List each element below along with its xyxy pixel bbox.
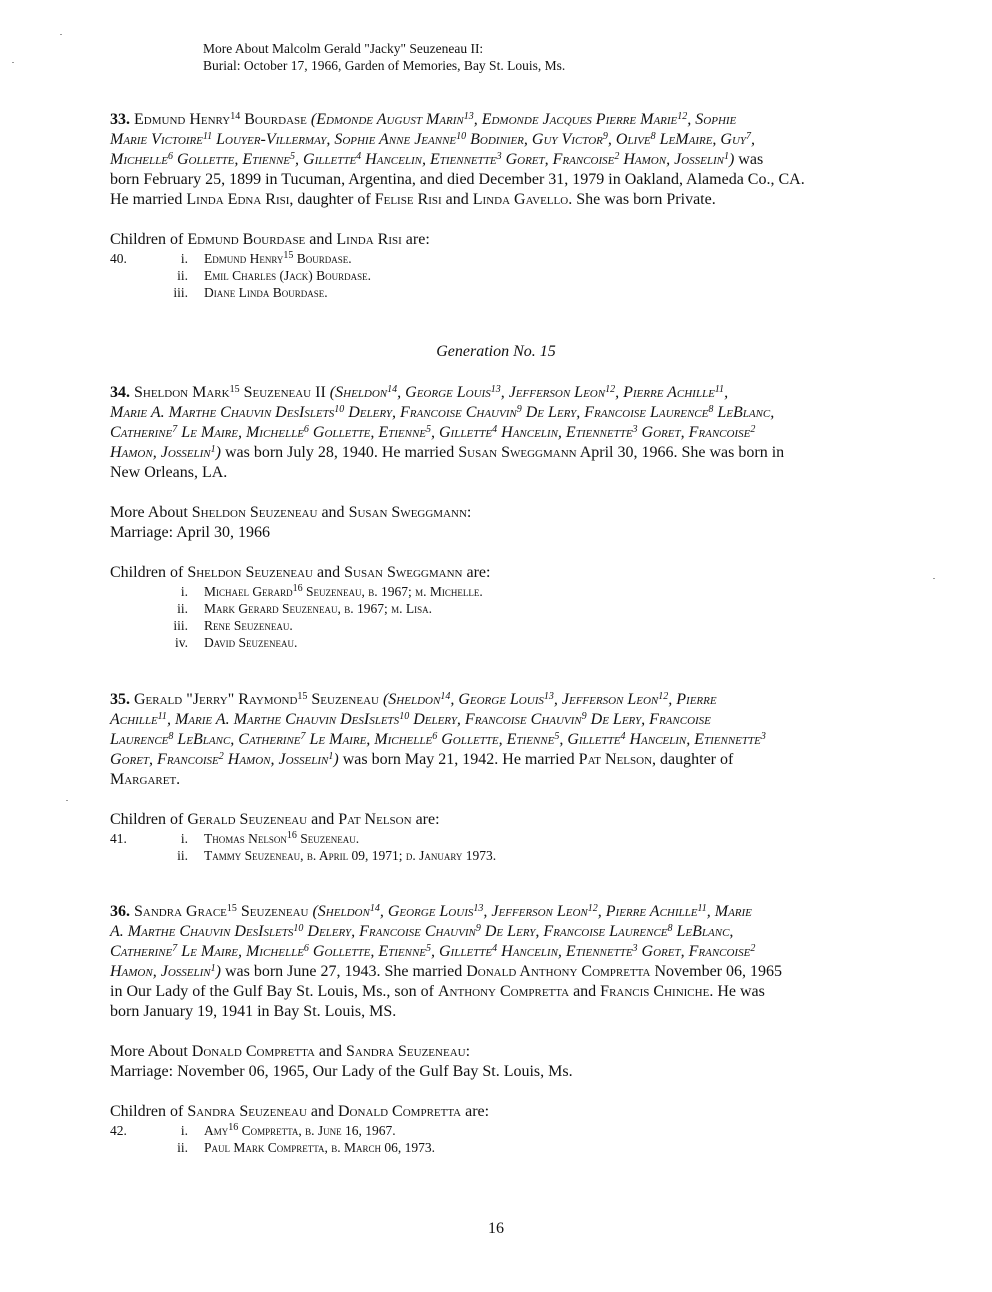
scan-speck xyxy=(933,578,935,579)
top-note xyxy=(203,40,963,74)
list-item: iv. David Seuzeneau. xyxy=(175,635,298,650)
children-list xyxy=(110,1122,870,1156)
children-heading: Children of Sheldon Seuzeneau and Susan Sweggmann are: xyxy=(110,564,491,581)
list-item: 41. i. Thomas Nelson$^{16}$ Seuzeneau. xyxy=(110,830,360,846)
list-item: 42. i. Amy$^{16}$ Compretta, b. June 16, 1967. xyxy=(110,1122,396,1138)
children-heading: Children of Sandra Seuzeneau and Donald Compretta are: xyxy=(110,1103,490,1120)
entry-number: 33. xyxy=(110,111,130,128)
more-about-heading: More About Sheldon Seuzeneau and Susan Sweggmann: xyxy=(110,504,472,521)
list-item: ii. Mark Gerard Seuzeneau, b. 1967; m. Lisa. xyxy=(177,601,433,616)
more-about-heading: More About Donald Compretta and Sandra Seuzeneau: xyxy=(110,1043,471,1060)
entry-34-text: 34. Sheldon Mark$^{15}$ Seuzeneau II (Sheldon$^{14}$, George Louis$^{13}$, Jefferson Leon$^{12}$, Pierre Achille$^{11}$, Marie A. Marthe Chauvin DesIslets$^{10}$ Delery, Francoise Chauvin$^9$ De Lery, Francoise Laurence$^8$ LeBlanc, Catherine$^7$ Le Maire, Michelle$^6$ Gollette, Etienne$^5$, Gillette$^4$ Hancelin, Etiennette$^3$ Goret, Francoise$^2$ Hamon, Josselin$^1$) was born July 28, 1940. He married Susan Sweggmann April 30, 1966. She was born in New Orleans, LA. xyxy=(110,384,785,481)
generation-sup: 14 xyxy=(230,111,241,122)
list-item: iii. Diane Linda Bourdase. xyxy=(173,285,328,300)
more-about-heading: More About Malcolm Gerald "Jacky" Seuzeneau II: xyxy=(203,41,484,56)
entry-35 xyxy=(110,690,870,864)
list-item: iii. Rene Seuzeneau. xyxy=(173,618,293,633)
children-list xyxy=(110,583,870,651)
person-name: Edmund Henry xyxy=(134,111,231,128)
list-item: ii. Paul Mark Compretta, b. March 06, 1973. xyxy=(177,1140,436,1155)
list-item: i. Michael Gerard$^{16}$ Seuzeneau, b. 1967; m. Michelle. xyxy=(180,583,483,599)
person-surname: Bourdase xyxy=(244,111,307,128)
entry-34 xyxy=(110,383,870,651)
ancestry: (Edmonde August Marin$^{13}$, Edmonde Jacques Pierre Marie$^{12}$, Sophie Marie Victoire$^{11}$ Louyer-Villermay, Sophie Anne Jeanne$^{10}$ Bodinier, Guy Victor$^9$, Olive$^8$ LeMaire, Guy$^7$, Michelle$^6$ Gollette, Etienne$^5$, Gillette$^4$ Hancelin, Etiennette$^3$ Goret, Francoise$^2$ Hamon, Josselin$^1$) xyxy=(110,111,756,168)
birth-death-line: born February 25, 1899 in Tucuman, Argentina, and died December 31, 1979 in Oakland, Alameda Co., CA. xyxy=(110,171,805,188)
children-heading: Children of Edmund Bourdase and Linda Risi are: xyxy=(110,231,430,248)
scan-speck xyxy=(12,62,14,63)
list-item: ii. Tammy Seuzeneau, b. April 09, 1971; d. January 1973. xyxy=(177,848,497,863)
burial-line: Burial: October 17, 1966, Garden of Memories, Bay St. Louis, Ms. xyxy=(203,58,566,73)
spouse-name: Linda Edna Risi xyxy=(186,191,290,208)
marriage-line: Marriage: April 30, 1966 xyxy=(110,524,270,541)
entry-33-text: 33. Edmund Henry$^{14}$ Bourdase (Edmonde August Marin$^{13}$, Edmonde Jacques Pierre Marie$^{12}$, Sophie Marie Victoire$^{11}$ Louyer-Villermay, Sophie Anne Jeanne$^{10}$ Bodinier, Guy Victor$^9$, Olive$^8$ LeMaire, Guy$^7$, Michelle$^6$ Gollette, Etienne$^5$, Gillette$^4$ Hancelin, Etiennette$^3$ Goret, Francoise$^2$ Hamon, Josselin$^1$) was born February 25, 1899 in Tucuman, Argentina, and died December 31, 1979 in Oakland, Alameda Co., CA. He married Linda Edna Risi, daughter of Felise Risi and Linda Gavello. She was born Private. xyxy=(110,111,805,208)
children-list xyxy=(110,830,870,864)
entry-36-text: 36. Sandra Grace$^{15}$ Seuzeneau (Sheldon$^{14}$, George Louis$^{13}$, Jefferson Leon$^{12}$, Pierre Achille$^{11}$, Marie A. Marthe Chauvin DesIslets$^{10}$ Delery, Francoise Chauvin$^9$ De Lery, Francoise Laurence$^8$ LeBlanc, Catherine$^7$ Le Maire, Michelle$^6$ Gollette, Etienne$^5$, Gillette$^4$ Hancelin, Etiennette$^3$ Goret, Francoise$^2$ Hamon, Josselin$^1$) was born June 27, 1943. She married Donald Anthony Compretta November 06, 1965 in Our Lady of the Gulf Bay St. Louis, Ms., son of Anthony Compretta and Francis Chiniche. He was born January 19, 1941 in Bay St. Louis, MS. xyxy=(110,903,782,1020)
entry-35-text: 35. Gerald "Jerry" Raymond$^{15}$ Seuzeneau (Sheldon$^{14}$, George Louis$^{13}$, Jefferson Leon$^{12}$, Pierre Achille$^{11}$, Marie A. Marthe Chauvin DesIslets$^{10}$ Delery, Francoise Chauvin$^9$ De Lery, Francoise Laurence$^8$ LeBlanc, Catherine$^7$ Le Maire, Michelle$^6$ Gollette, Etienne$^5$, Gillette$^4$ Hancelin, Etiennette$^3$ Goret, Francoise$^2$ Hamon, Josselin$^1$) was born May 21, 1942. He married Pat Nelson, daughter of Margaret. xyxy=(110,691,766,788)
children-heading: Children of Gerald Seuzeneau and Pat Nelson are: xyxy=(110,811,440,828)
list-item: 40. i. Edmund Henry$^{15}$ Bourdase. xyxy=(110,250,352,266)
entry-33 xyxy=(110,110,870,301)
children-list xyxy=(110,250,870,301)
generation-heading: Generation No. 15 xyxy=(436,343,556,360)
scan-speck xyxy=(60,34,62,35)
scan-speck xyxy=(66,800,68,801)
marriage-line: Marriage: November 06, 1965, Our Lady of the Gulf Bay St. Louis, Ms. xyxy=(110,1063,573,1080)
entry-36 xyxy=(110,902,870,1156)
page-number: 16 xyxy=(488,1220,504,1237)
list-item: ii. Emil Charles (Jack) Bourdase. xyxy=(177,268,372,283)
